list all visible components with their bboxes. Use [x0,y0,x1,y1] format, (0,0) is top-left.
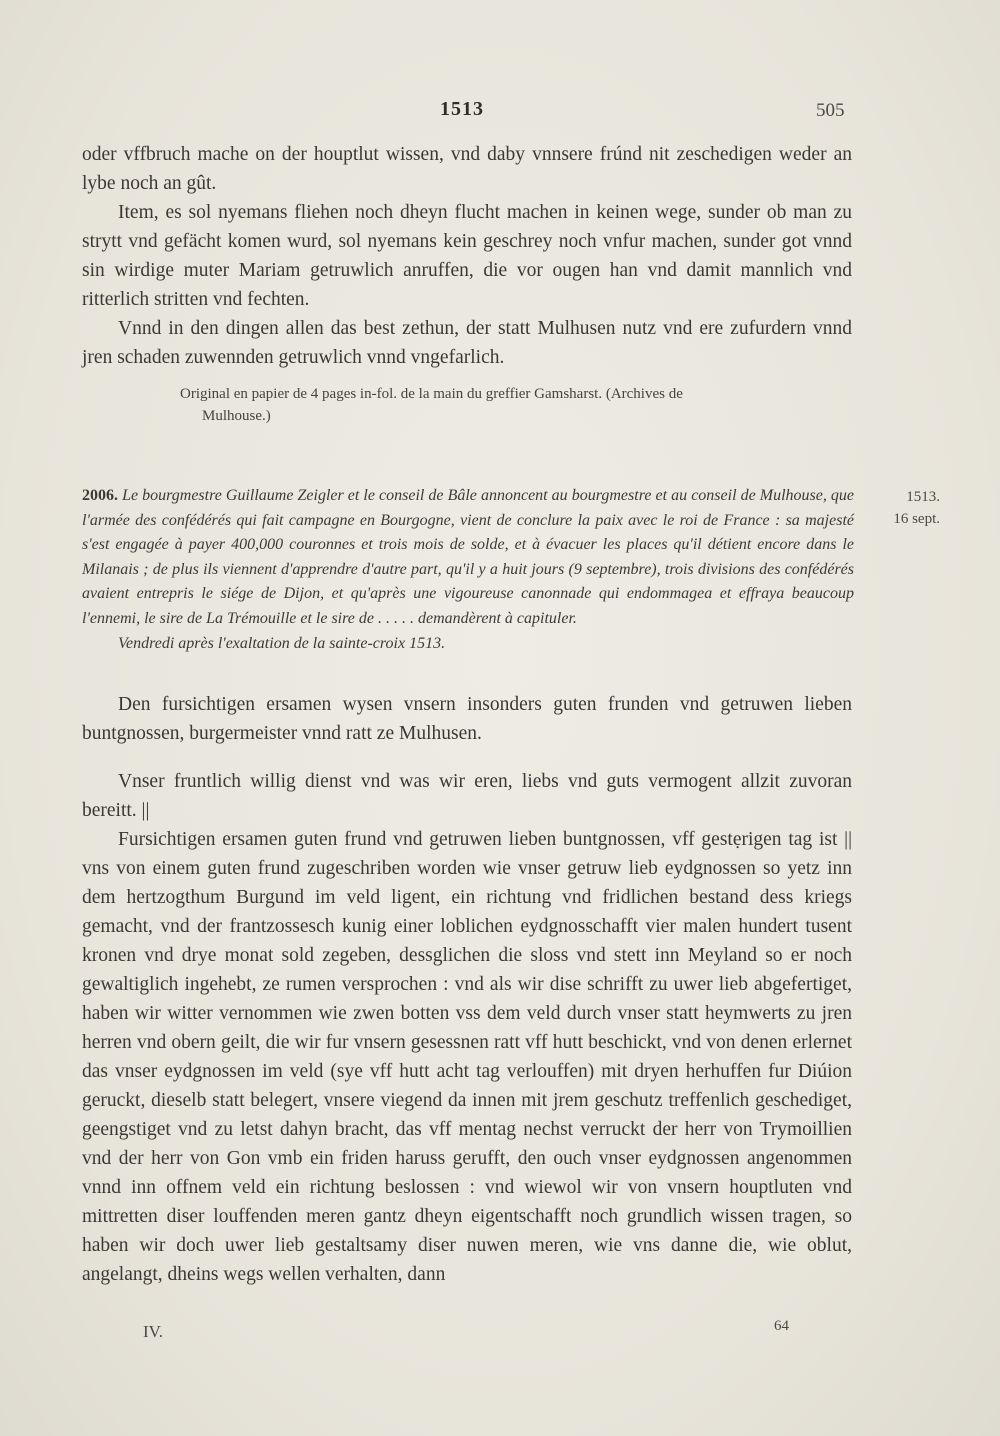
letter-text [82,767,852,1289]
source-note [180,383,852,427]
paragraph: oder vffbruch mache on der houptlut wissen, vnd daby vnnsere frúnd nit zeschedigen weder an lybe noch an gût. [82,144,852,194]
entry-summary-text: Le bourgmestre Guillaume Zeigler et le conseil de Bâle annoncent au bourgmestre et au conseil de Mulhouse, que l'armée des confédérés qui fait campagne en Bourgogne, vient de conclure la paix avec le roi de France : sa majesté s'est engagée à payer 400,000 couronnes et trois mois de solde, et à évacuer les places qu'il détient encore dans le Milanais ; de plus ils viennent d'apprendre d'autre part, qu'il y a huit jours (9 septembre), trois divisions des confédérés avaient entrepris le siége de Dijon, et qu'après une vigoureuse canonnade qui endommagea et effraya beaucoup l'ennemi, le sire de La Trémouille et le sire de . . . . . demandèrent à capituler. [82,487,855,627]
letter-address [82,690,852,748]
running-head-year: 1513 [440,98,484,120]
entry-dateline: Vendredi après l'exaltation de la sainte-croix 1513. [118,634,446,652]
entry-summary [82,484,854,656]
entry-number: 2006. [82,487,118,504]
margin-year: 1513. [906,489,940,505]
signature-mark: IV. [143,1322,163,1341]
letter-body-paragraph: Fursichtigen ersamen guten frund vnd getruwen lieben buntgnossen, vff gestẹrigen tag ist || vns von einem guten frund zugeschriben worden wie vnser getruw lieb eydgnossen so yetz inn dem hertzogthum Burgund im veld ligent, ein richtung vnd fridlichen bestand dess kriegs gemacht, vnd der frantzossesch kunig einer loblichen eydgnosschafft vier malen hundert tusent kronen vnd drye monat sold zegeben, dessglichen die sloss vnd stett inn Meyland so er noch gewaltiglich ingehebt, ze rumen versprochen : vnd als wir dise schrifft zu uwer lieb abgefertiget, haben wir witter vernommen wie zwen botten vss dem veld durch vnser statt heymwerts zu jren herren vnd obern geilt, die wir fur vnsern gesessnen ratt vff hutt beschickt, vnd von denen erlernet das vnser eydgnossen im veld (sye vff hutt acht tag verlouffen) mit dryen herhuffen fur Diúion geruckt, dieselb statt belegert, vnsere viegend da innen mit jrem geschutz treffenlich geschediget, geengstiget vnd zu letst dahyn bracht, das vff mentag nechst verruckt der herr von Trymoillien vnd der herr von Gon vmb ein friden haruss gerufft, den ouch vnser eydgnossen angenommen vnnd inn offnem veld ein richtung beslossen : vnd wiewol wir von vnsern houptluten vnd mittretten diser louffenden meren gantz dheyn eigentschafft noch grundlich wissen tragen, so haben wir doch uwer lieb gestaltsamy diser nuwen meren, wie vns danne die, wie oblut, angelangt, dheins wegs wellen verhalten, dann [82,829,852,1285]
address-paragraph: Den fursichtigen ersamen wysen vnsern insonders guten frunden vnd getruwen lieben buntgnossen, burgermeister vnnd ratt ze Mulhusen. [82,694,852,744]
source-note-line: Original en papier de 4 pages in-fol. de la main du greffier Gamsharst. (Archives de [180,386,683,402]
paragraph: Item, es sol nyemans fliehen noch dheyn flucht machen in keinen wege, sunder ob man zu strytt vnd gefächt komen wurd, sol nyemans kein geschrey noch vnfur machen, sunder got vnnd sin wirdige muter Mariam getruwlich anruffen, die vor ougen han vnd damit mannlich vnd ritterlich stritten vnd fechten. [82,202,852,310]
salutation-paragraph: Vnser fruntlich willig dienst vnd was wir eren, liebs vnd guts vermogent allzit zuvoran bereitt. || [82,771,852,821]
continuation-text [82,140,852,372]
margin-day: 16 sept. [893,511,940,527]
margin-date [870,486,940,530]
sheet-number: 64 [774,1318,789,1334]
paragraph: Vnnd in den dingen allen das best zethun, der statt Mulhusen nutz vnd ere zufurdern vnnd jren schaden zuwennden getruwlich vnnd vngefarlich. [82,318,852,368]
source-note-line: Mulhouse.) [202,408,271,424]
page-number: 505 [816,100,845,121]
